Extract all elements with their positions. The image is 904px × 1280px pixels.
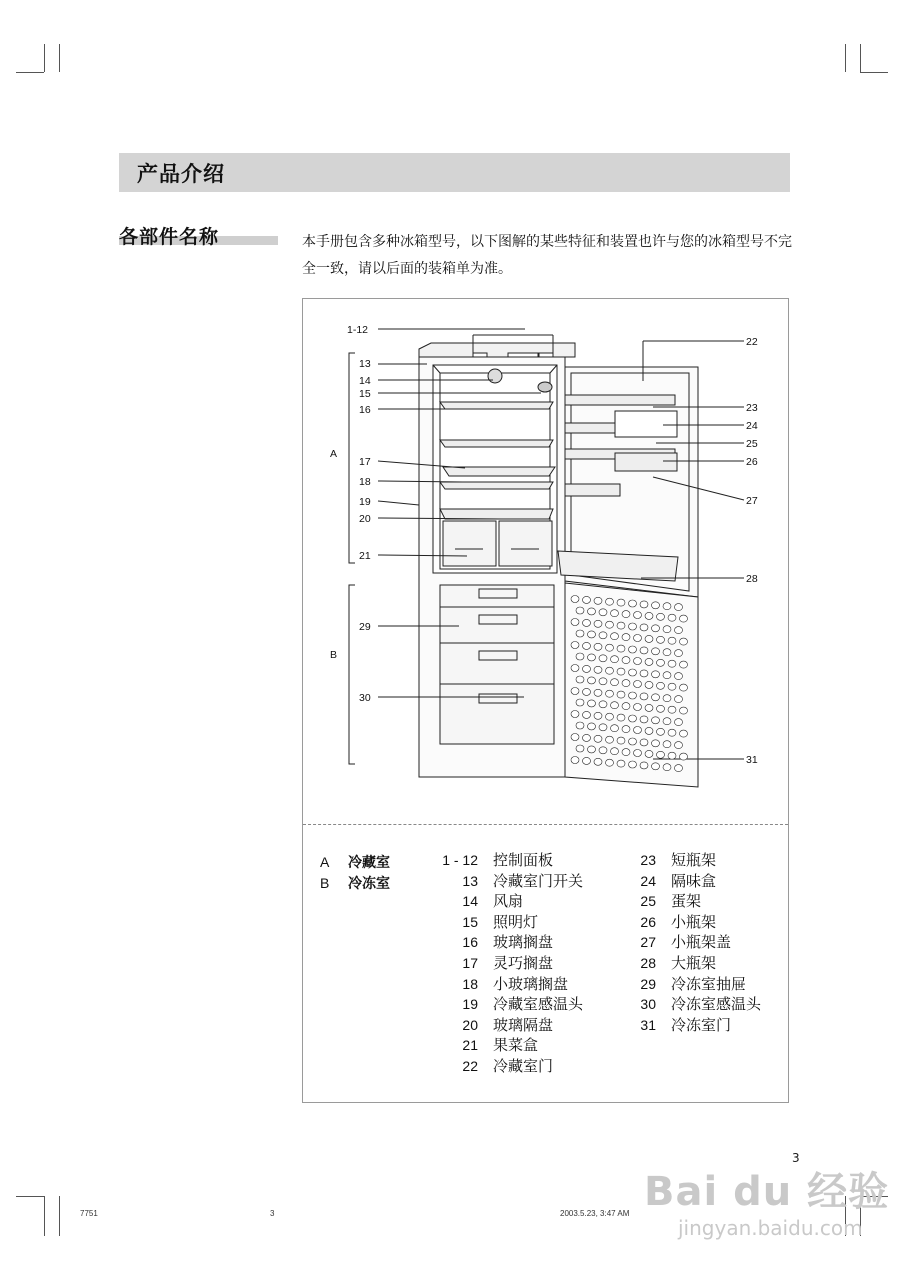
- legend-num: 16: [462, 934, 478, 951]
- door-dot: [629, 600, 637, 607]
- legend-num: 22: [462, 1057, 478, 1074]
- legend-zone-label: 冷藏室: [348, 855, 390, 871]
- door-dot: [583, 665, 591, 672]
- door-dot: [622, 749, 630, 756]
- legend-item: [434, 850, 583, 871]
- door-dot: [594, 735, 602, 742]
- door-dot: [594, 620, 602, 627]
- door-dot: [588, 700, 596, 707]
- door-dot: [663, 718, 671, 725]
- legend-num: 14: [462, 893, 478, 910]
- door-dot: [668, 752, 676, 759]
- zone-label-b: B: [330, 649, 338, 661]
- door-dot: [629, 761, 637, 768]
- section-title: 产品介绍: [137, 162, 225, 186]
- door-dot: [668, 614, 676, 621]
- crop-mark: [845, 44, 846, 72]
- door-dot: [640, 693, 648, 700]
- door-dot: [629, 715, 637, 722]
- door-dot: [652, 625, 660, 632]
- door-dot: [606, 736, 614, 743]
- door-dot: [629, 738, 637, 745]
- legend-item: [434, 1056, 583, 1077]
- door-dot: [675, 650, 683, 657]
- door-dot: [617, 645, 625, 652]
- door-dot: [571, 734, 579, 741]
- door-dot: [657, 682, 665, 689]
- door-dot: [645, 635, 653, 642]
- door-dot: [606, 644, 614, 651]
- door-dot: [675, 627, 683, 634]
- door-dot: [594, 597, 602, 604]
- door-dot: [634, 681, 642, 688]
- legend-item: [434, 1015, 583, 1036]
- figure-divider: [303, 824, 788, 825]
- door-dot: [611, 725, 619, 732]
- callout-31: 31: [746, 754, 758, 766]
- legend-label: 蛋架: [671, 894, 702, 911]
- door-dot: [680, 707, 688, 714]
- door-dot: [622, 634, 630, 641]
- door-dot: [599, 678, 607, 685]
- door-dot: [617, 737, 625, 744]
- door-dot: [680, 661, 688, 668]
- door-dot: [634, 750, 642, 757]
- door-dot: [576, 607, 584, 614]
- legend-num: 25: [640, 893, 656, 910]
- door-dot: [617, 760, 625, 767]
- door-dot: [599, 747, 607, 754]
- door-dot: [680, 638, 688, 645]
- door-dot: [663, 695, 671, 702]
- door-dot: [611, 656, 619, 663]
- legend-label: 照明灯: [493, 914, 539, 931]
- door-dot: [645, 727, 653, 734]
- legend-num: 30: [640, 996, 656, 1013]
- door-dot: [668, 706, 676, 713]
- door-dot: [640, 670, 648, 677]
- legend-item: [628, 850, 761, 871]
- door-dot: [652, 694, 660, 701]
- callout-24: 24: [746, 420, 758, 432]
- legend-item: [434, 912, 583, 933]
- legend-item: [628, 953, 761, 974]
- door-dot: [652, 740, 660, 747]
- legend-item: [434, 932, 583, 953]
- door-dot: [588, 631, 596, 638]
- door-dot: [675, 696, 683, 703]
- door-dot: [640, 739, 648, 746]
- callout-1-12: 1-12: [347, 324, 369, 336]
- legend-item: [628, 1015, 761, 1036]
- legend-num: 28: [640, 954, 656, 971]
- legend-label: 冷冻室抽屉: [671, 976, 747, 993]
- legend-label: 灵巧搁盘: [493, 955, 554, 972]
- door-dot: [583, 711, 591, 718]
- door-dot: [617, 714, 625, 721]
- legend-label: 大瓶架: [671, 955, 717, 972]
- door-dot: [640, 624, 648, 631]
- legend-zone-key: B: [320, 874, 330, 891]
- door-dot: [680, 753, 688, 760]
- callout-19: 19: [359, 496, 371, 508]
- legend-num: 26: [640, 913, 656, 930]
- door-dot: [634, 704, 642, 711]
- door-dot: [599, 701, 607, 708]
- legend-label: 玻璃搁盘: [493, 935, 554, 952]
- door-dot: [634, 658, 642, 665]
- door-dot: [594, 643, 602, 650]
- door-dot: [640, 601, 648, 608]
- legend-label: 冷藏室感温头: [493, 997, 584, 1014]
- door-dot: [622, 680, 630, 687]
- door-dot: [594, 758, 602, 765]
- legend-label: 短瓶架: [671, 853, 717, 869]
- page-number: 3: [792, 1151, 800, 1165]
- legend-parts-col1: [434, 850, 583, 1077]
- watermark-url: jingyan.baidu.com: [678, 1216, 863, 1240]
- crop-mark: [44, 1196, 45, 1236]
- door-dot: [571, 711, 579, 718]
- door-dot: [571, 642, 579, 649]
- door-dot: [611, 702, 619, 709]
- intro-paragraph: 本手册包含多种冰箱型号，以下图解的某些特征和装置也许与您的冰箱型号不完全一致，请以后面的装箱单为准。: [302, 234, 792, 277]
- door-dot: [629, 692, 637, 699]
- door-dot: [657, 751, 665, 758]
- crop-mark: [860, 44, 861, 72]
- legend-num: 23: [640, 852, 656, 868]
- legend-num: 13: [462, 872, 478, 889]
- door-dot: [675, 604, 683, 611]
- door-dot: [680, 730, 688, 737]
- door-dot: [657, 705, 665, 712]
- legend-zone-a: [320, 852, 390, 873]
- legend-num: 19: [462, 996, 478, 1013]
- legend-item: [628, 891, 761, 912]
- legend-item: [434, 1035, 583, 1056]
- door-dot: [588, 723, 596, 730]
- legend-item: [628, 871, 761, 892]
- callout-28: 28: [746, 573, 758, 585]
- door-dot: [617, 599, 625, 606]
- door-dot: [640, 716, 648, 723]
- legend-num: 15: [462, 913, 478, 930]
- door-dot: [657, 636, 665, 643]
- legend-label: 玻璃隔盘: [493, 1017, 554, 1034]
- door-dot: [606, 759, 614, 766]
- door-dot: [588, 608, 596, 615]
- door-dot: [652, 763, 660, 770]
- callout-15: 15: [359, 388, 371, 400]
- door-dot: [668, 660, 676, 667]
- legend-num: 31: [640, 1016, 656, 1033]
- door-dot: [611, 610, 619, 617]
- door-dot: [617, 668, 625, 675]
- door-dot: [576, 745, 584, 752]
- legend-label: 小玻璃搁盘: [493, 976, 569, 993]
- door-dot: [576, 676, 584, 683]
- door-dot: [606, 667, 614, 674]
- door-dot: [583, 734, 591, 741]
- subsection-title: 各部件名称: [119, 226, 220, 248]
- door-dot: [640, 647, 648, 654]
- legend-zone-b: [320, 873, 390, 894]
- door-dot: [634, 635, 642, 642]
- legend-num: 29: [640, 975, 656, 992]
- fridge-diagram: [303, 299, 788, 823]
- door-dot: [611, 633, 619, 640]
- door-dot: [652, 671, 660, 678]
- crop-mark: [860, 72, 888, 73]
- door-dot: [571, 619, 579, 626]
- legend-num: 18: [462, 975, 478, 992]
- door-dot: [594, 666, 602, 673]
- legend-item: [434, 953, 583, 974]
- door-dot: [675, 673, 683, 680]
- callout-14: 14: [359, 375, 371, 387]
- door-dot: [640, 762, 648, 769]
- door-dot: [645, 658, 653, 665]
- legend-item: [628, 912, 761, 933]
- door-dot: [622, 703, 630, 710]
- callout-29: 29: [359, 621, 371, 633]
- footer-code: 7751: [80, 1209, 98, 1218]
- door-dot: [663, 672, 671, 679]
- door-dot: [663, 649, 671, 656]
- legend-item: [434, 871, 583, 892]
- door-dot: [599, 655, 607, 662]
- crop-mark: [16, 1196, 44, 1197]
- legend-zones: [320, 852, 390, 893]
- door-dot: [634, 612, 642, 619]
- door-dot: [645, 750, 653, 757]
- door-dot: [663, 741, 671, 748]
- door-dot: [583, 688, 591, 695]
- legend-num: 21: [462, 1037, 478, 1054]
- door-dot: [657, 728, 665, 735]
- callout-13: 13: [359, 358, 371, 370]
- door-dot: [606, 690, 614, 697]
- door-dot: [622, 657, 630, 664]
- crop-mark: [44, 44, 45, 72]
- callout-21: 21: [359, 550, 371, 562]
- callout-22: 22: [746, 336, 758, 348]
- door-dot: [571, 757, 579, 764]
- door-dot: [663, 764, 671, 771]
- door-dot: [571, 688, 579, 695]
- door-dot: [588, 677, 596, 684]
- callout-26: 26: [746, 456, 758, 468]
- door-dot: [668, 729, 676, 736]
- legend-num: 17: [462, 954, 478, 971]
- callout-30: 30: [359, 692, 371, 704]
- legend-item: [628, 994, 761, 1015]
- door-dot: [599, 609, 607, 616]
- callout-20: 20: [359, 513, 371, 525]
- door-dot: [583, 642, 591, 649]
- legend-label: 小瓶架盖: [671, 935, 732, 952]
- legend-label: 风扇: [493, 894, 524, 911]
- door-dot: [663, 603, 671, 610]
- section-header-bar: [119, 153, 790, 192]
- callout-17: 17: [359, 456, 371, 468]
- door-dot: [675, 742, 683, 749]
- door-dot: [645, 681, 653, 688]
- legend-num: 27: [640, 934, 656, 951]
- door-dot: [668, 637, 676, 644]
- door-dot: [622, 611, 630, 618]
- legend-label: 隔味盒: [671, 873, 717, 890]
- callout-23: 23: [746, 402, 758, 414]
- legend-label: 冷冻室感温头: [671, 997, 762, 1014]
- door-dot: [629, 623, 637, 630]
- legend-item: [434, 994, 583, 1015]
- door-dot: [606, 621, 614, 628]
- door-dot: [606, 598, 614, 605]
- door-dot: [611, 679, 619, 686]
- legend-num: 24: [640, 872, 656, 889]
- door-dot: [663, 626, 671, 633]
- door-dot: [645, 704, 653, 711]
- door-dot: [576, 699, 584, 706]
- door-dot: [657, 613, 665, 620]
- legend-zone-key: A: [320, 854, 330, 870]
- zone-label-a: A: [330, 448, 338, 460]
- door-dot: [629, 646, 637, 653]
- callout-27: 27: [746, 495, 758, 507]
- door-dot: [588, 654, 596, 661]
- door-dot: [576, 722, 584, 729]
- door-dot: [583, 596, 591, 603]
- legend-num: 1 - 12: [442, 852, 478, 868]
- door-dot: [645, 612, 653, 619]
- door-dot: [611, 748, 619, 755]
- crop-mark: [59, 44, 60, 72]
- legend-label: 冷藏室门开关: [493, 873, 584, 890]
- door-dot: [657, 659, 665, 666]
- door-dot: [576, 630, 584, 637]
- door-dot: [668, 683, 676, 690]
- door-dot: [606, 713, 614, 720]
- door-dot: [629, 669, 637, 676]
- legend-label: 冷冻室门: [671, 1017, 732, 1034]
- crop-mark: [59, 1196, 60, 1236]
- crop-mark: [16, 72, 44, 73]
- footer-page: 3: [270, 1209, 275, 1218]
- legend-label: 小瓶架: [671, 914, 717, 931]
- legend-parts-col2: [628, 850, 761, 1035]
- door-dot: [599, 724, 607, 731]
- door-dot: [680, 684, 688, 691]
- door-dot: [594, 712, 602, 719]
- door-dot: [652, 602, 660, 609]
- door-dot: [588, 746, 596, 753]
- door-dot: [634, 727, 642, 734]
- legend-item: [628, 932, 761, 953]
- door-dot: [571, 596, 579, 603]
- legend-label: 冷藏室门: [493, 1058, 554, 1075]
- door-dot: [594, 689, 602, 696]
- door-dot: [617, 691, 625, 698]
- callout-25: 25: [746, 438, 758, 450]
- legend-label: 控制面板: [493, 853, 554, 869]
- legend-label: 果菜盒: [493, 1038, 539, 1055]
- door-dot: [622, 726, 630, 733]
- legend-num: 20: [462, 1016, 478, 1033]
- legend-zone-label: 冷冻室: [348, 875, 390, 892]
- door-dot: [652, 717, 660, 724]
- door-dot: [652, 648, 660, 655]
- footer-timestamp: 2003.5.23, 3:47 AM: [560, 1209, 630, 1218]
- legend-item: [628, 974, 761, 995]
- watermark-brand: Bai du 经验: [644, 1169, 890, 1215]
- door-dot: [675, 719, 683, 726]
- legend-item: [434, 891, 583, 912]
- door-dot: [583, 757, 591, 764]
- door-dot: [617, 622, 625, 629]
- door-dot: [675, 765, 683, 772]
- door-dot: [583, 619, 591, 626]
- door-dot: [571, 665, 579, 672]
- door-dot: [680, 615, 688, 622]
- door-dot: [599, 632, 607, 639]
- legend-item: [434, 974, 583, 995]
- callout-16: 16: [359, 404, 371, 416]
- door-dot: [576, 653, 584, 660]
- callout-18: 18: [359, 476, 371, 488]
